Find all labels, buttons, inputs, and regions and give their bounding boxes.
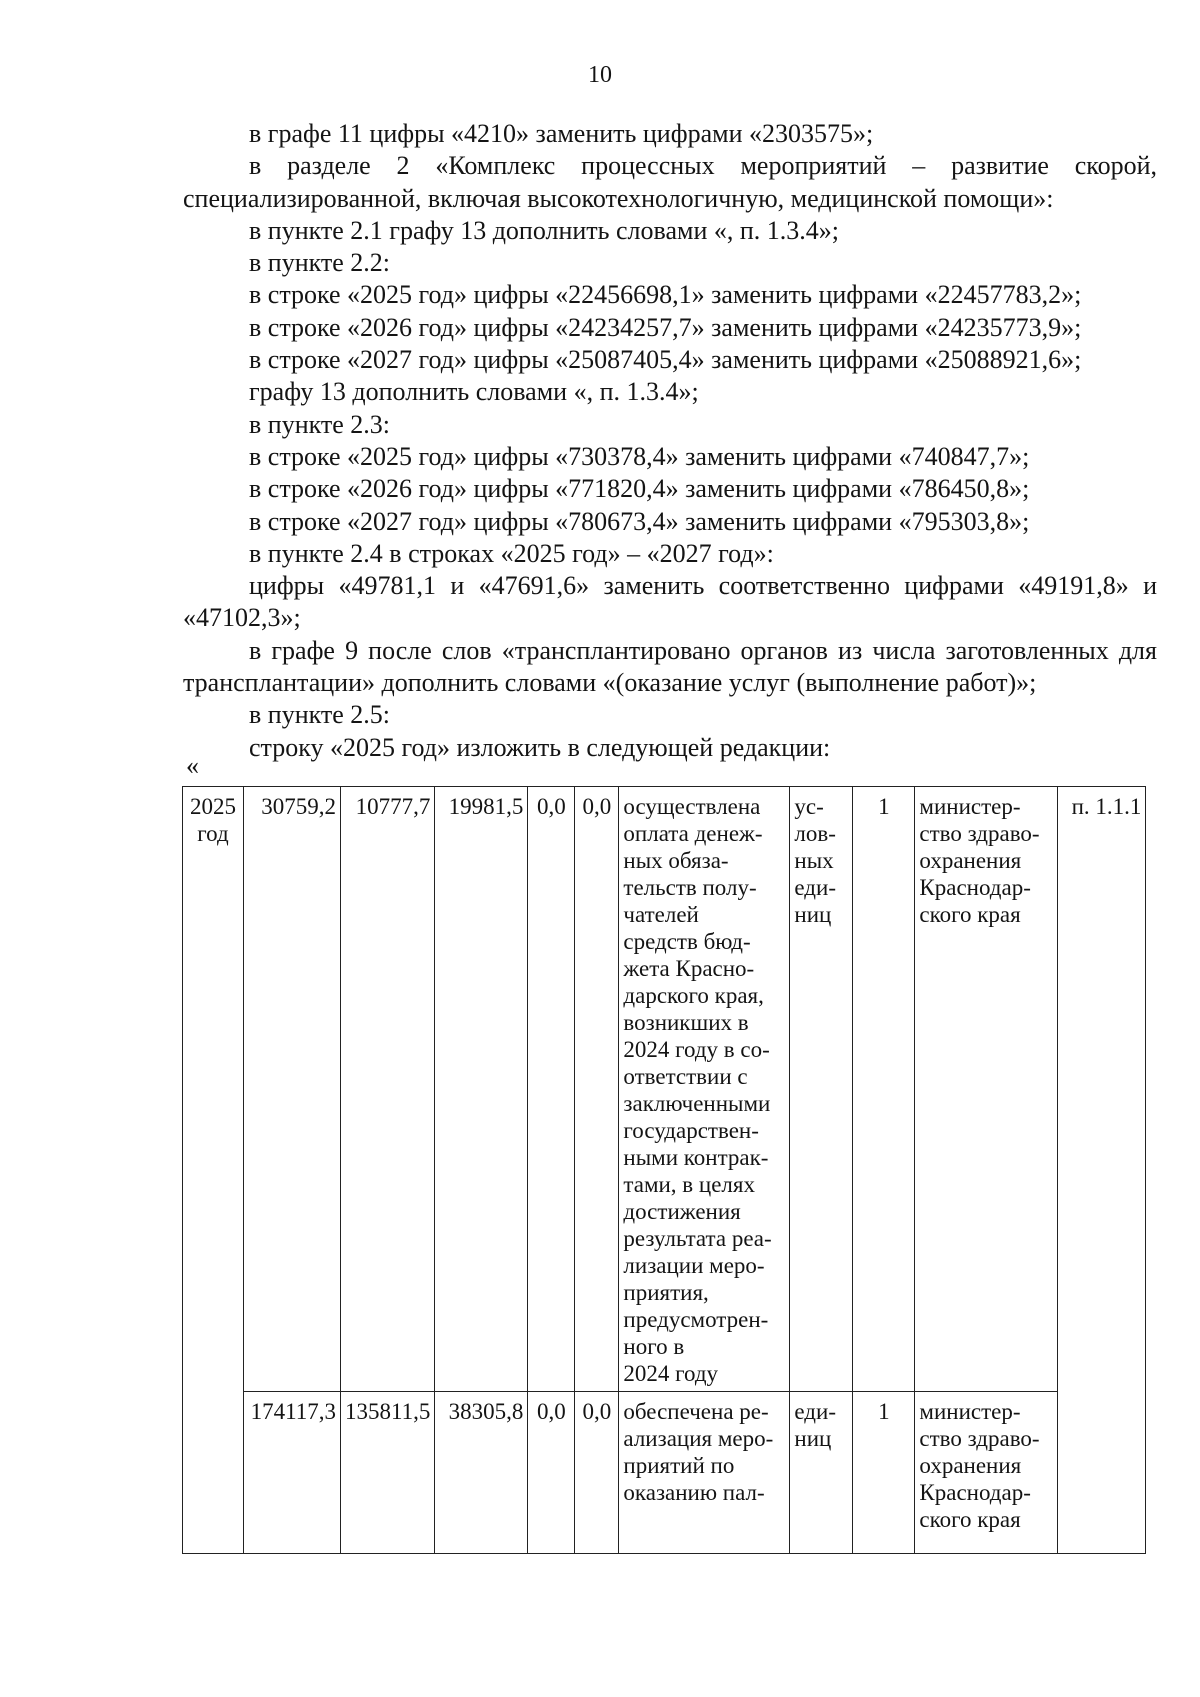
- value-cell: 0,0: [528, 1392, 575, 1554]
- paragraph: в строке «2026 год» цифры «771820,4» заменить цифрами «786450,8»;: [249, 474, 1030, 504]
- table-open-quote: «: [186, 751, 199, 780]
- paragraph: в пункте 2.2:: [249, 248, 391, 278]
- paragraph: графу 13 дополнить словами «, п. 1.3.4»;: [249, 377, 699, 407]
- paragraph: цифры «49781,1 и «47691,6» заменить соответственно цифрами «49191,8» и «47102,3»;: [183, 571, 1157, 633]
- amendment-text: [183, 118, 1157, 764]
- table-row: [183, 787, 1146, 1392]
- responsible-cell: министер- ство здраво- охранения Краснодар- ского края: [915, 787, 1058, 1392]
- result-cell: обеспечена ре- ализация меро- приятий по оказанию пал-: [619, 1392, 790, 1554]
- responsible-cell: министер- ство здраво- охранения Краснодар- ского края: [915, 1392, 1058, 1554]
- paragraph: в графе 9 после слов «трансплантировано органов из числа заготовленных для трансплантации» дополнить словами «(оказание услуг (выполнение работ)»;: [183, 635, 1157, 698]
- paragraph: в разделе 2 «Комплекс процессных мероприятий – развитие скорой, специализированной, включая высокотехнологичную, медицинской помощи»:: [183, 151, 1157, 213]
- unit-cell: еди- ниц: [790, 1392, 853, 1554]
- value-cell: 135811,5: [341, 1392, 435, 1554]
- paragraph: в пункте 2.5:: [249, 700, 391, 730]
- quantity-cell: 1: [853, 1392, 915, 1554]
- paragraph: в строке «2027 год» цифры «780673,4» заменить цифрами «795303,8»;: [249, 506, 1030, 536]
- value-cell: 0,0: [575, 787, 619, 1392]
- amendment-table: [182, 786, 1146, 1554]
- total-cell: 174117,3: [244, 1392, 341, 1554]
- reference-cell: п. 1.1.1: [1058, 787, 1146, 1554]
- paragraph: строку «2025 год» изложить в следующей редакции:: [249, 732, 831, 762]
- page-number: 10: [588, 62, 612, 88]
- quantity-cell: 1: [853, 787, 915, 1392]
- paragraph: в пункте 2.1 графу 13 дополнить словами «, п. 1.3.4»;: [249, 215, 840, 245]
- total-cell: 30759,2: [244, 787, 341, 1392]
- paragraph: в пункте 2.3:: [249, 409, 391, 439]
- paragraph: в строке «2027 год» цифры «25087405,4» заменить цифрами «25088921,6»;: [249, 345, 1082, 375]
- paragraph: в графе 11 цифры «4210» заменить цифрами «2303575»;: [249, 119, 874, 148]
- result-cell: осуществлена оплата денеж- ных обяза- тельств полу- чателей средств бюд- жета Красно- дарского края, возникших в 2024 году в со- ответствии с заключенными государствен- ными контрак- тами, в целях достижения результата реа- лизации меро- приятия, предусмотрен- ного в 2024 году: [619, 787, 790, 1392]
- paragraph: в строке «2025 год» цифры «22456698,1» заменить цифрами «22457783,2»;: [249, 280, 1082, 310]
- unit-cell: ус- лов- ных еди- ниц: [790, 787, 853, 1392]
- value-cell: 38305,8: [435, 1392, 528, 1554]
- value-cell: 10777,7: [341, 787, 435, 1392]
- paragraph: в пункте 2.4 в строках «2025 год» – «2027 год»:: [249, 538, 774, 568]
- year-cell: 2025 год: [183, 787, 244, 1554]
- table-row: [183, 1392, 1146, 1554]
- paragraph: в строке «2025 год» цифры «730378,4» заменить цифрами «740847,7»;: [249, 441, 1030, 471]
- value-cell: 0,0: [575, 1392, 619, 1554]
- value-cell: 19981,5: [435, 787, 528, 1392]
- paragraph: в строке «2026 год» цифры «24234257,7» заменить цифрами «24235773,9»;: [249, 312, 1082, 342]
- value-cell: 0,0: [528, 787, 575, 1392]
